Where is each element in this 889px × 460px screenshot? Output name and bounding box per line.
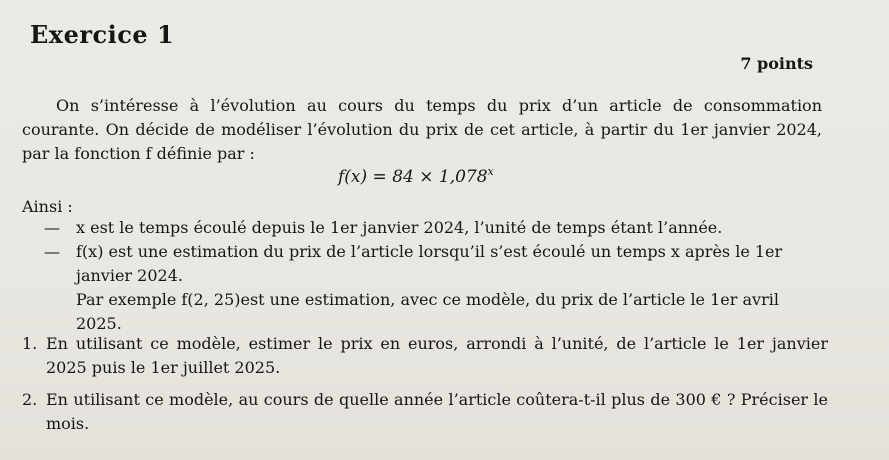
list-item bbox=[44, 288, 824, 336]
list-item bbox=[44, 240, 824, 288]
function-formula bbox=[338, 165, 494, 187]
list-item bbox=[44, 216, 824, 240]
question-number: 1. bbox=[22, 334, 38, 353]
definitions-list bbox=[44, 216, 824, 336]
questions-list bbox=[22, 332, 828, 444]
question-number: 2. bbox=[22, 390, 38, 409]
intro-paragraph bbox=[22, 94, 822, 166]
intro-line-2: On décide de modéliser l’évolution du prix de cet article, à partir du 1er janvier 2024, par la bbox=[22, 120, 822, 163]
question-text: En utilisant ce modèle, au cours de quelle année l’article coûtera-t-il plus de 300 € ? Préciser le mois. bbox=[46, 390, 828, 433]
points-label: 7 points bbox=[740, 54, 813, 73]
ainsi-label: Ainsi : bbox=[22, 197, 73, 216]
formula-text: f(x) = 84 × 1,078 bbox=[338, 167, 488, 187]
list-item-text: Par exemple f(2, 25)est une estimation, avec ce modèle, du prix de l’article le 1er avril 2025. bbox=[76, 290, 779, 333]
list-item-text: f(x) est une estimation du prix de l’article lorsqu’il s’est écoulé un temps x après le 1er janvier 2024. bbox=[76, 242, 783, 285]
question-item bbox=[22, 388, 828, 436]
question-text: En utilisant ce modèle, estimer le prix en euros, arrondi à l’unité, de l’article le 1er janvier 2025 puis le 1er juillet 2025. bbox=[46, 334, 828, 377]
exercise-title: Exercice 1 bbox=[30, 20, 175, 49]
dash-marker: — bbox=[44, 218, 60, 237]
dash-marker: — bbox=[44, 242, 60, 261]
intro-line-1: On s’intéresse à l’évolution au cours du temps du prix d’un article de consommation courante. bbox=[22, 96, 822, 139]
formula-exponent: x bbox=[487, 165, 494, 178]
intro-line-3: fonction f définie par : bbox=[74, 144, 255, 163]
question-item bbox=[22, 332, 828, 380]
list-item-text: x est le temps écoulé depuis le 1er janvier 2024, l’unité de temps étant l’année. bbox=[76, 218, 723, 237]
